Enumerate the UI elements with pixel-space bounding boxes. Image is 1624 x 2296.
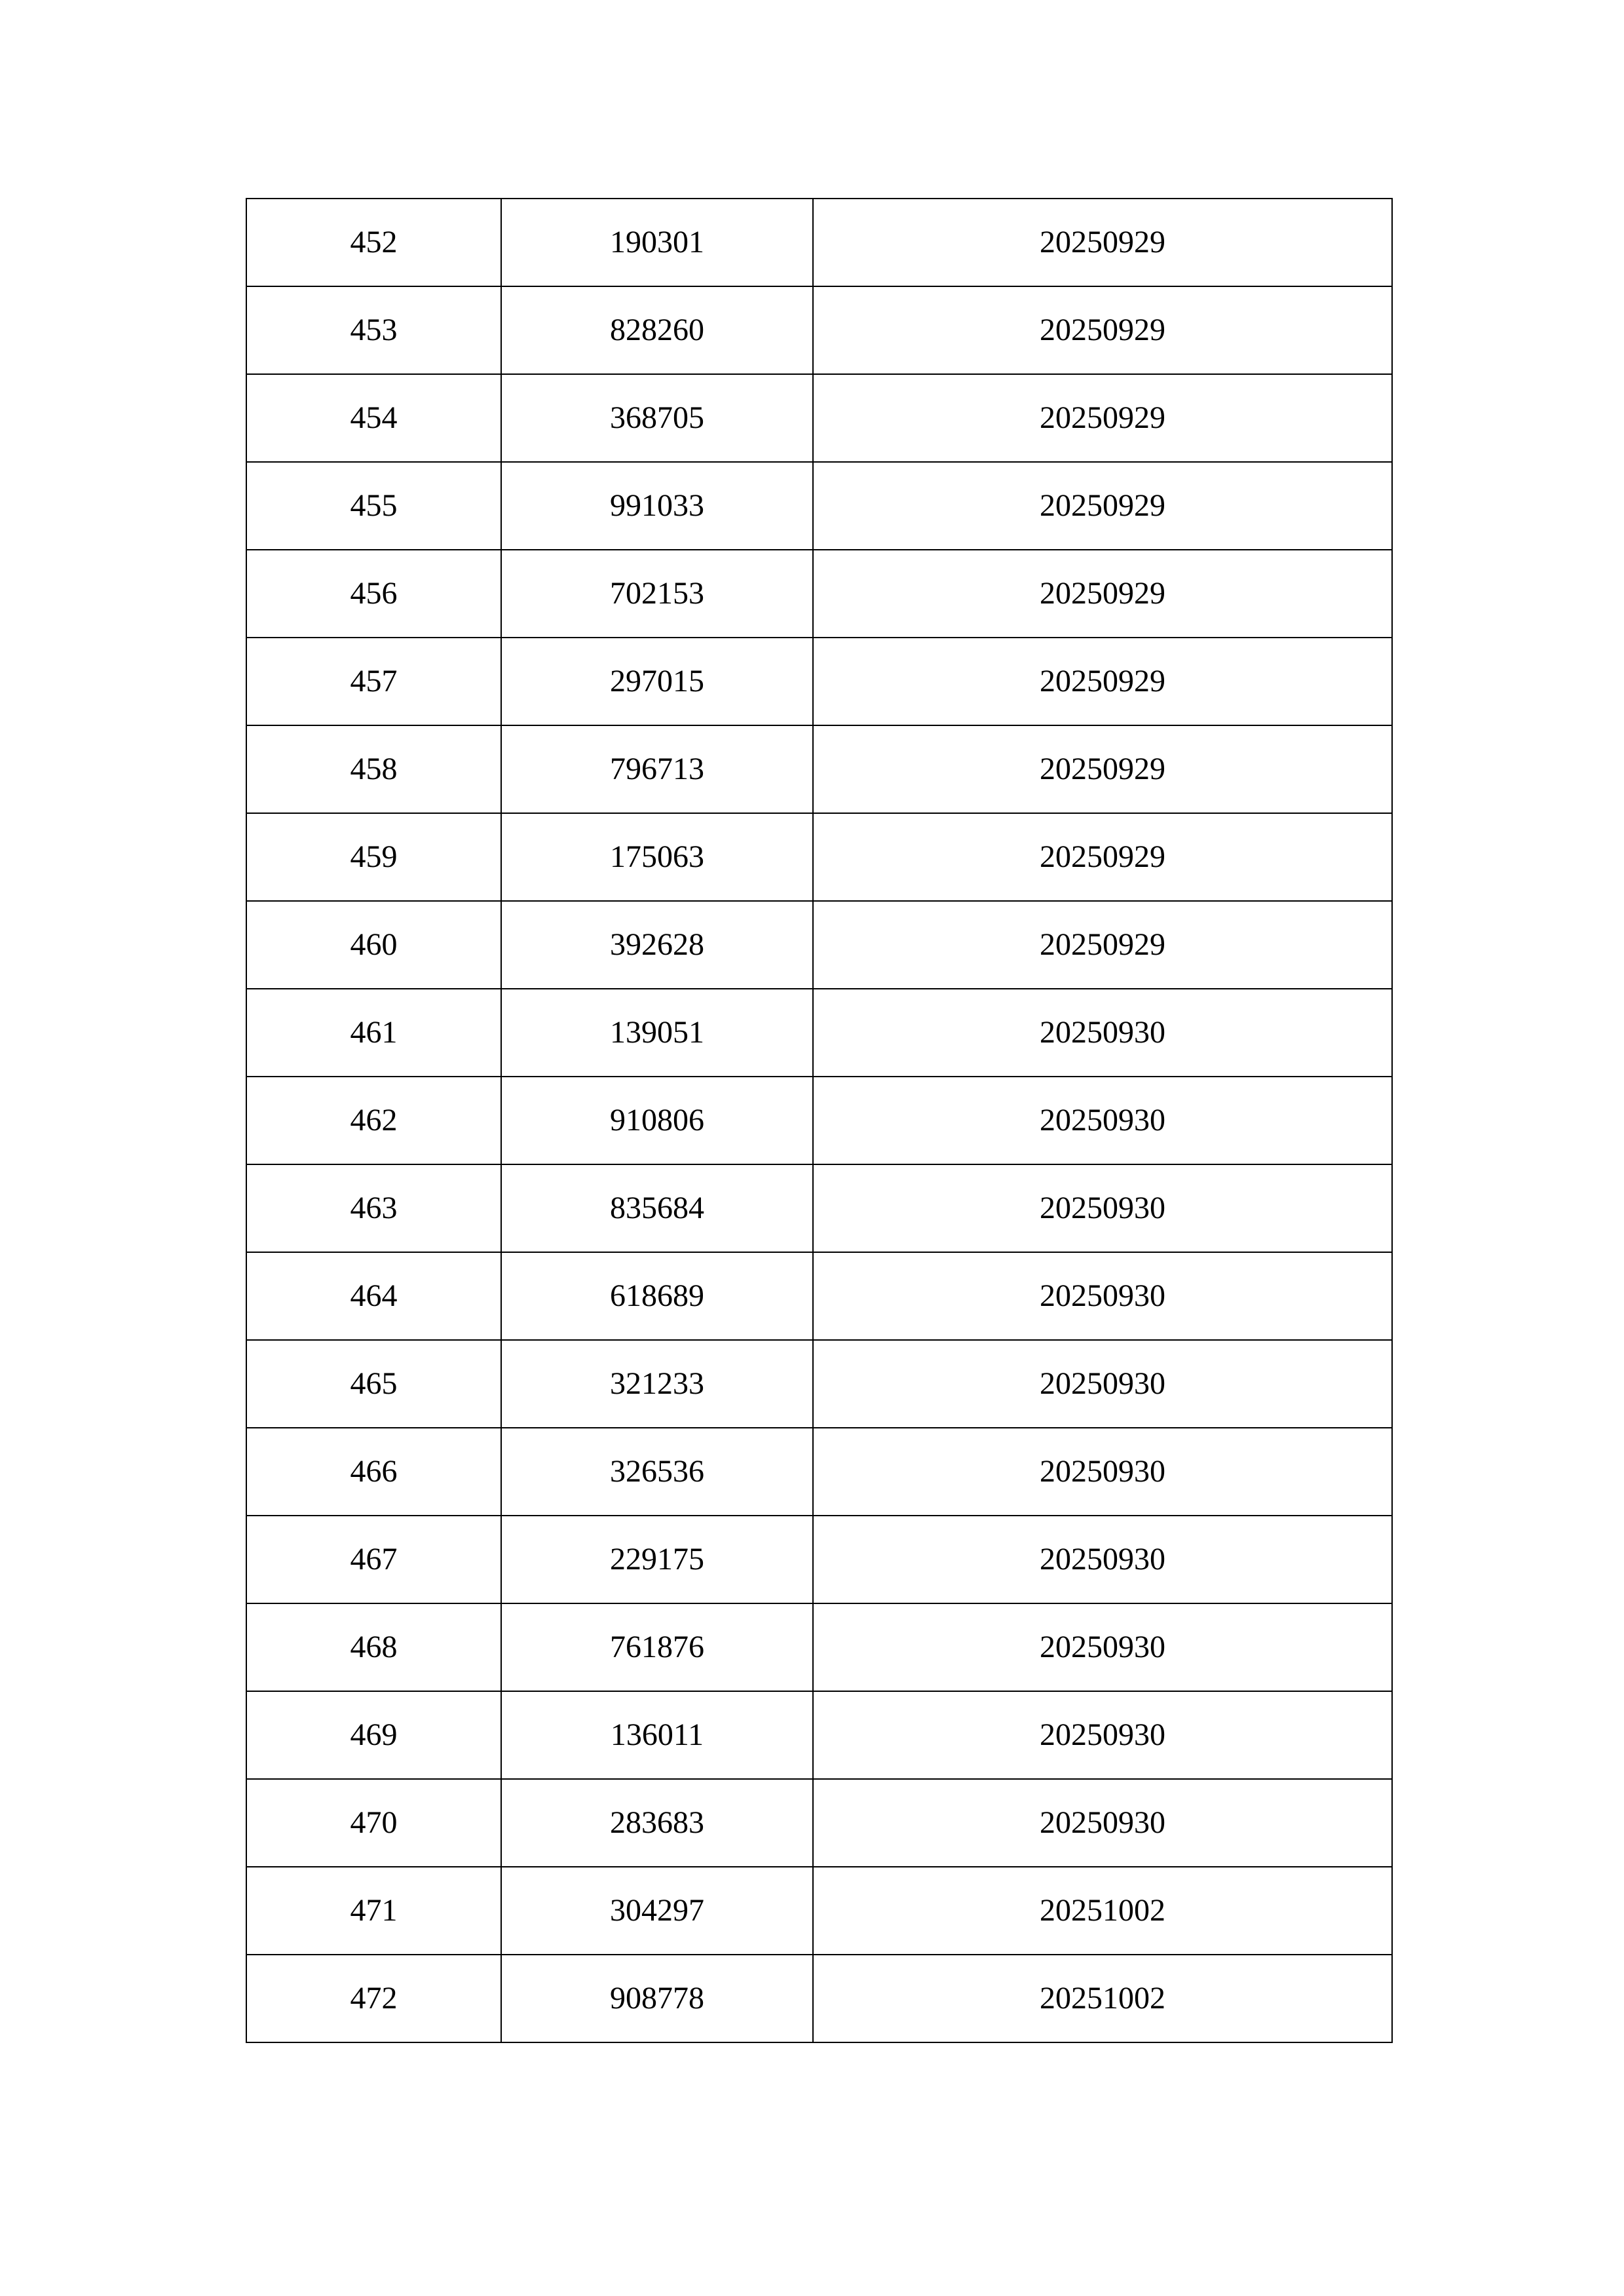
code-cell: 761876 <box>501 1603 813 1691</box>
code-cell: 283683 <box>501 1779 813 1867</box>
table-row <box>246 1340 1392 1428</box>
row-number-cell: 457 <box>246 638 501 725</box>
date-cell: 20250929 <box>813 901 1392 989</box>
table-row <box>246 462 1392 550</box>
code-cell: 175063 <box>501 813 813 901</box>
date-cell: 20250930 <box>813 1428 1392 1516</box>
table-row <box>246 1779 1392 1867</box>
date-cell: 20251002 <box>813 1955 1392 2042</box>
row-number-cell: 466 <box>246 1428 501 1516</box>
row-number-cell: 452 <box>246 199 501 286</box>
date-cell: 20250930 <box>813 1340 1392 1428</box>
code-cell: 304297 <box>501 1867 813 1955</box>
code-cell: 190301 <box>501 199 813 286</box>
date-cell: 20250930 <box>813 1779 1392 1867</box>
date-cell: 20250930 <box>813 989 1392 1077</box>
code-cell: 910806 <box>501 1077 813 1164</box>
code-cell: 368705 <box>501 374 813 462</box>
row-number-cell: 467 <box>246 1516 501 1603</box>
table-row <box>246 1428 1392 1516</box>
date-cell: 20250929 <box>813 813 1392 901</box>
row-number-cell: 470 <box>246 1779 501 1867</box>
code-cell: 297015 <box>501 638 813 725</box>
row-number-cell: 465 <box>246 1340 501 1428</box>
date-cell: 20250929 <box>813 199 1392 286</box>
table-row <box>246 199 1392 286</box>
table-row <box>246 725 1392 813</box>
date-cell: 20250930 <box>813 1077 1392 1164</box>
code-cell: 321233 <box>501 1340 813 1428</box>
date-cell: 20250929 <box>813 638 1392 725</box>
row-number-cell: 461 <box>246 989 501 1077</box>
code-cell: 908778 <box>501 1955 813 2042</box>
date-cell: 20250929 <box>813 286 1392 374</box>
row-number-cell: 463 <box>246 1164 501 1252</box>
table-row <box>246 813 1392 901</box>
row-number-cell: 469 <box>246 1691 501 1779</box>
date-cell: 20250930 <box>813 1252 1392 1340</box>
date-cell: 20250930 <box>813 1603 1392 1691</box>
code-cell: 835684 <box>501 1164 813 1252</box>
row-number-cell: 455 <box>246 462 501 550</box>
table-row <box>246 1867 1392 1955</box>
table-row <box>246 638 1392 725</box>
date-cell: 20250929 <box>813 725 1392 813</box>
table-row <box>246 286 1392 374</box>
table-row <box>246 1955 1392 2042</box>
code-cell: 326536 <box>501 1428 813 1516</box>
date-cell: 20250929 <box>813 462 1392 550</box>
table-row <box>246 1603 1392 1691</box>
row-number-cell: 471 <box>246 1867 501 1955</box>
table-row <box>246 1077 1392 1164</box>
date-cell: 20250930 <box>813 1164 1392 1252</box>
date-cell: 20250930 <box>813 1691 1392 1779</box>
code-cell: 136011 <box>501 1691 813 1779</box>
row-number-cell: 464 <box>246 1252 501 1340</box>
row-number-cell: 459 <box>246 813 501 901</box>
code-cell: 796713 <box>501 725 813 813</box>
code-cell: 618689 <box>501 1252 813 1340</box>
code-cell: 139051 <box>501 989 813 1077</box>
code-cell: 991033 <box>501 462 813 550</box>
date-cell: 20250929 <box>813 550 1392 638</box>
row-number-cell: 453 <box>246 286 501 374</box>
row-number-cell: 462 <box>246 1077 501 1164</box>
code-cell: 229175 <box>501 1516 813 1603</box>
row-number-cell: 472 <box>246 1955 501 2042</box>
date-cell: 20250930 <box>813 1516 1392 1603</box>
table-row <box>246 1164 1392 1252</box>
row-number-cell: 454 <box>246 374 501 462</box>
table-row <box>246 1691 1392 1779</box>
row-number-cell: 456 <box>246 550 501 638</box>
row-number-cell: 468 <box>246 1603 501 1691</box>
table-body <box>246 199 1392 2042</box>
code-cell: 702153 <box>501 550 813 638</box>
code-cell: 392628 <box>501 901 813 989</box>
table-row <box>246 550 1392 638</box>
row-number-cell: 460 <box>246 901 501 989</box>
table-row <box>246 374 1392 462</box>
date-cell: 20250929 <box>813 374 1392 462</box>
row-number-cell: 458 <box>246 725 501 813</box>
data-table <box>246 198 1393 2043</box>
table-row <box>246 1516 1392 1603</box>
table-row <box>246 989 1392 1077</box>
table-row <box>246 901 1392 989</box>
table-row <box>246 1252 1392 1340</box>
code-cell: 828260 <box>501 286 813 374</box>
date-cell: 20251002 <box>813 1867 1392 1955</box>
